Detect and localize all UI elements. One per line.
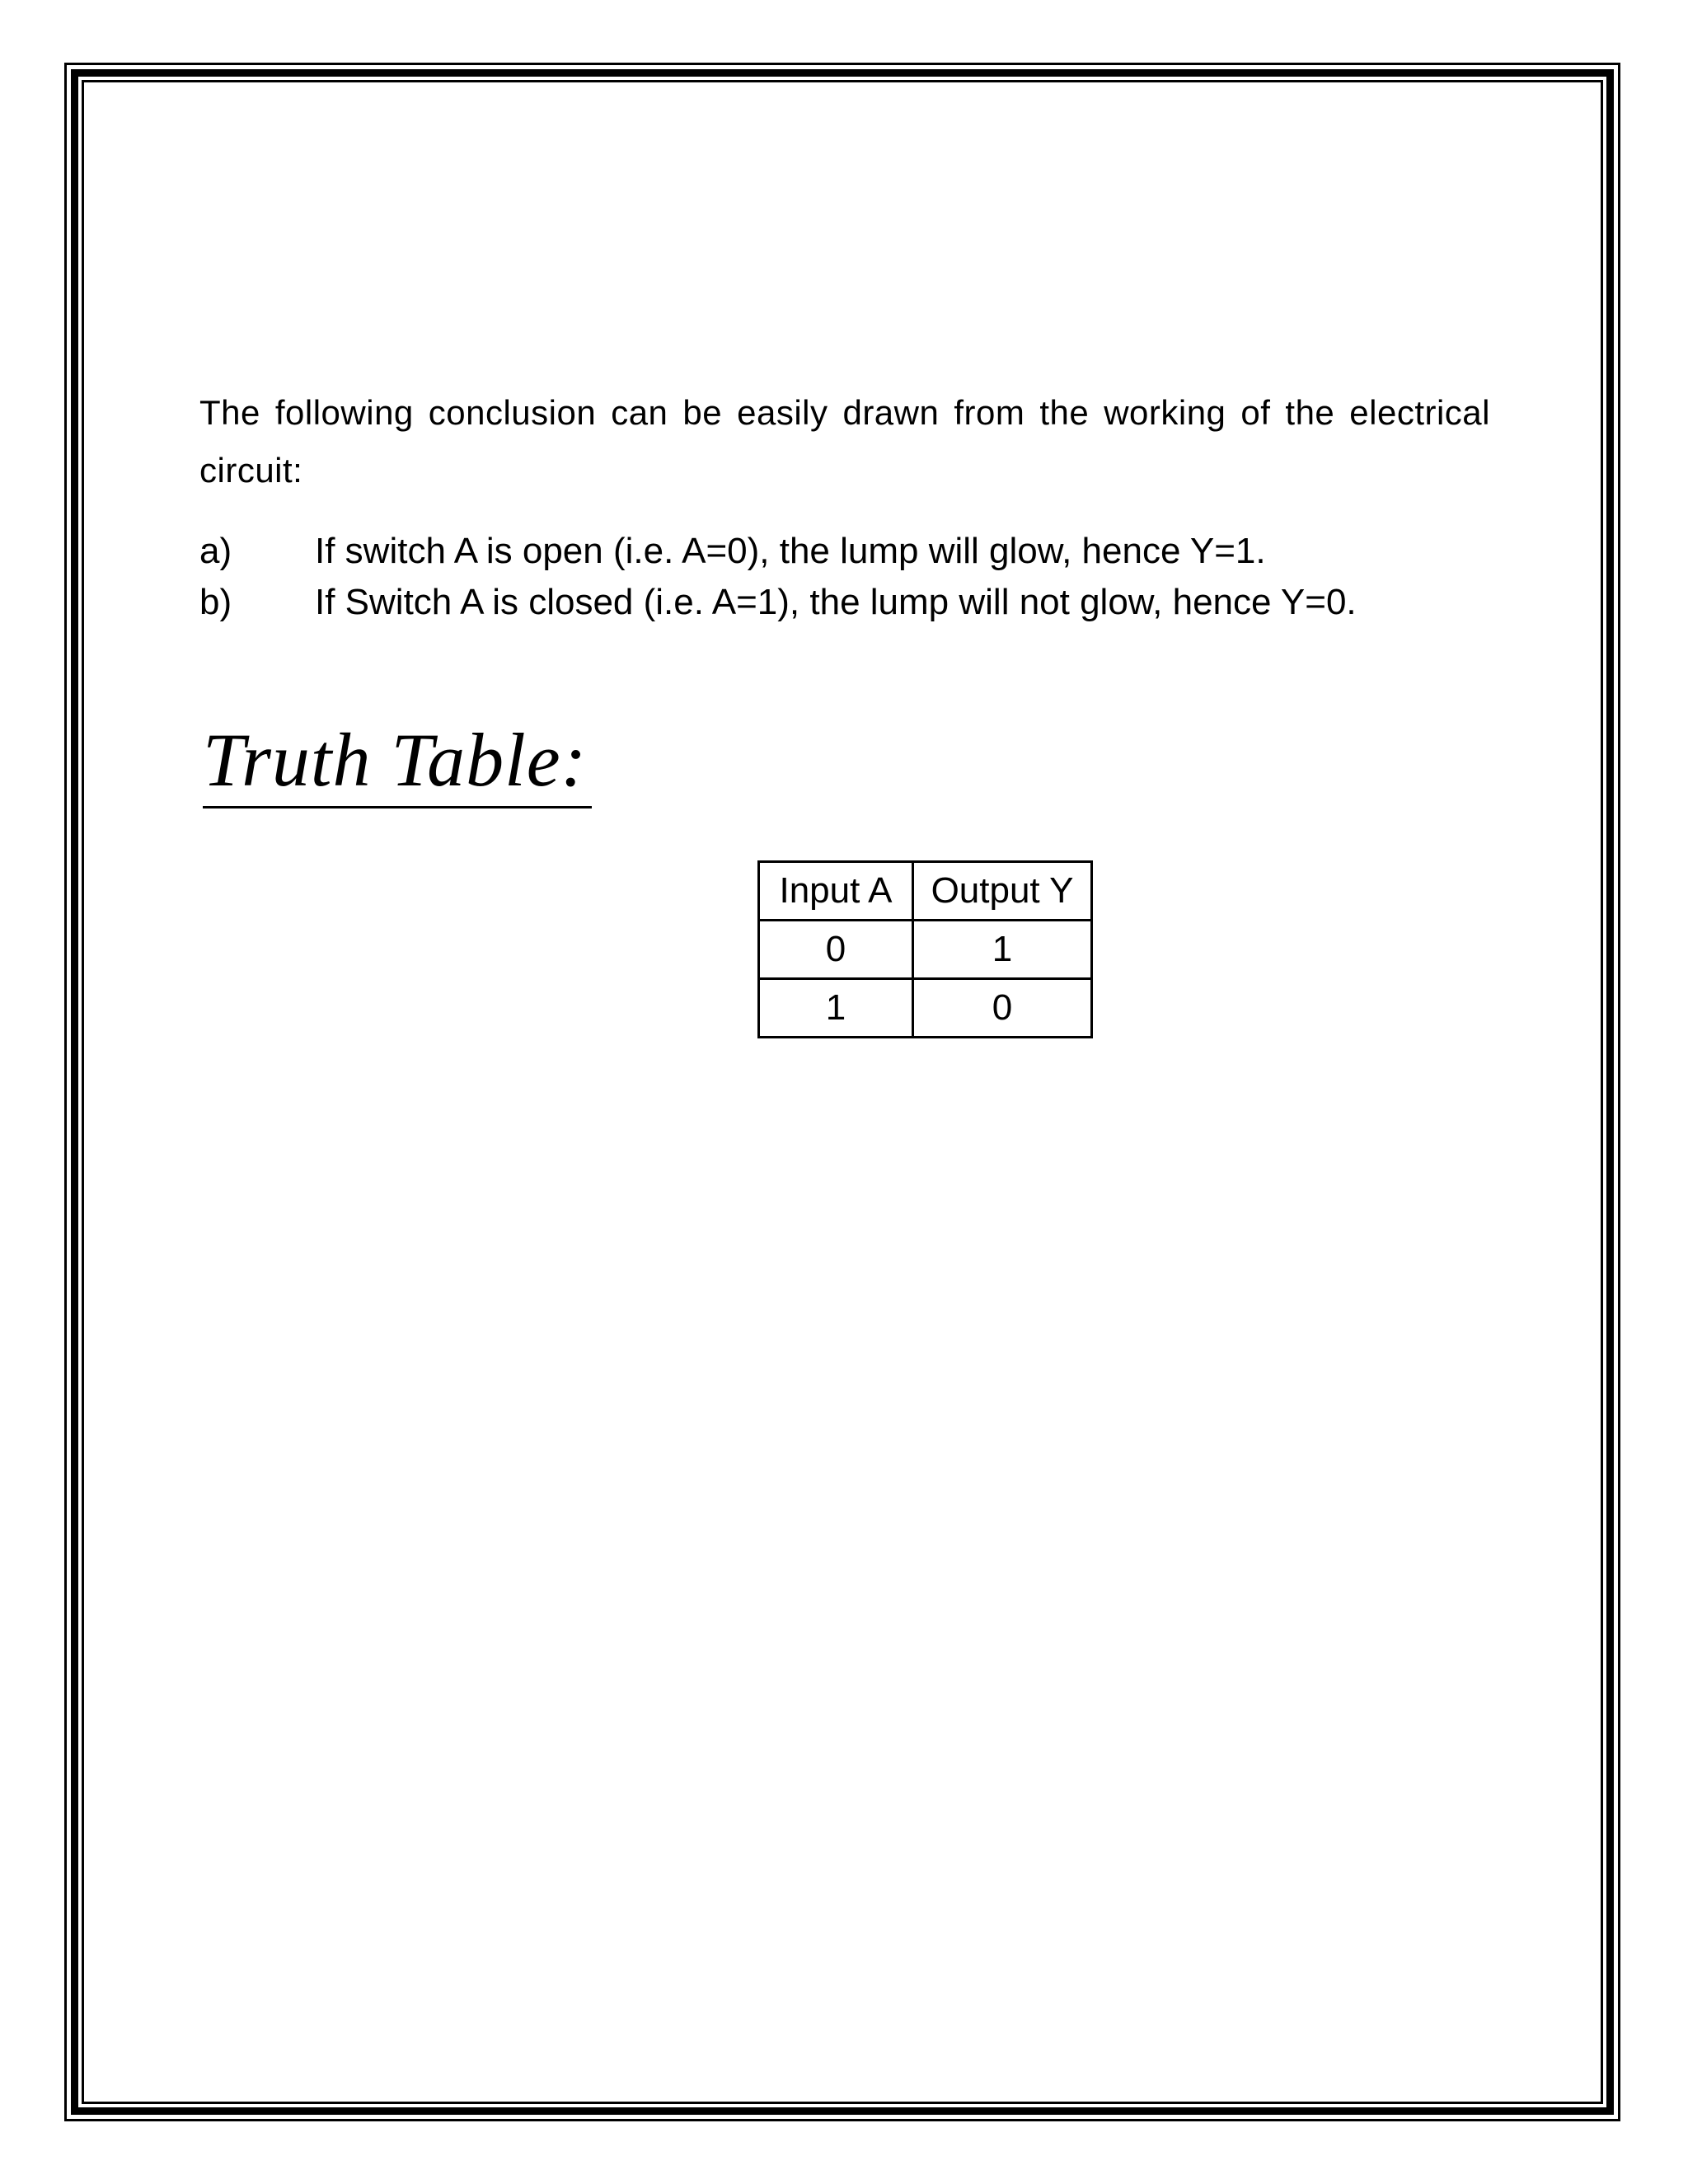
conclusion-item (199, 577, 1518, 628)
table-cell-input: 1 (759, 979, 913, 1038)
conclusion-marker: a) (199, 531, 232, 571)
conclusion-text: If Switch A is closed (i.e. A=1), the lump will not glow, hence Y=0. (315, 582, 1357, 622)
intro-paragraph: The following conclusion can be easily drawn from the working of the electrical circuit: (199, 393, 1490, 490)
column-header-input-a: Input A (759, 862, 913, 921)
table-row (759, 921, 1092, 979)
conclusion-list (199, 526, 1518, 628)
conclusion-text: If switch A is open (i.e. A=0), the lump will glow, hence Y=1. (315, 531, 1266, 571)
table-cell-output: 1 (913, 921, 1092, 979)
conclusion-marker: b) (199, 582, 232, 622)
column-header-output-y: Output Y (913, 862, 1092, 921)
truth-table-heading: Truth Table: (203, 719, 592, 808)
truth-table (757, 860, 1093, 1038)
conclusion-item (199, 526, 1518, 577)
table-cell-input: 0 (759, 921, 913, 979)
table-row (759, 979, 1092, 1038)
table-header-row (759, 862, 1092, 921)
table-cell-output: 0 (913, 979, 1092, 1038)
